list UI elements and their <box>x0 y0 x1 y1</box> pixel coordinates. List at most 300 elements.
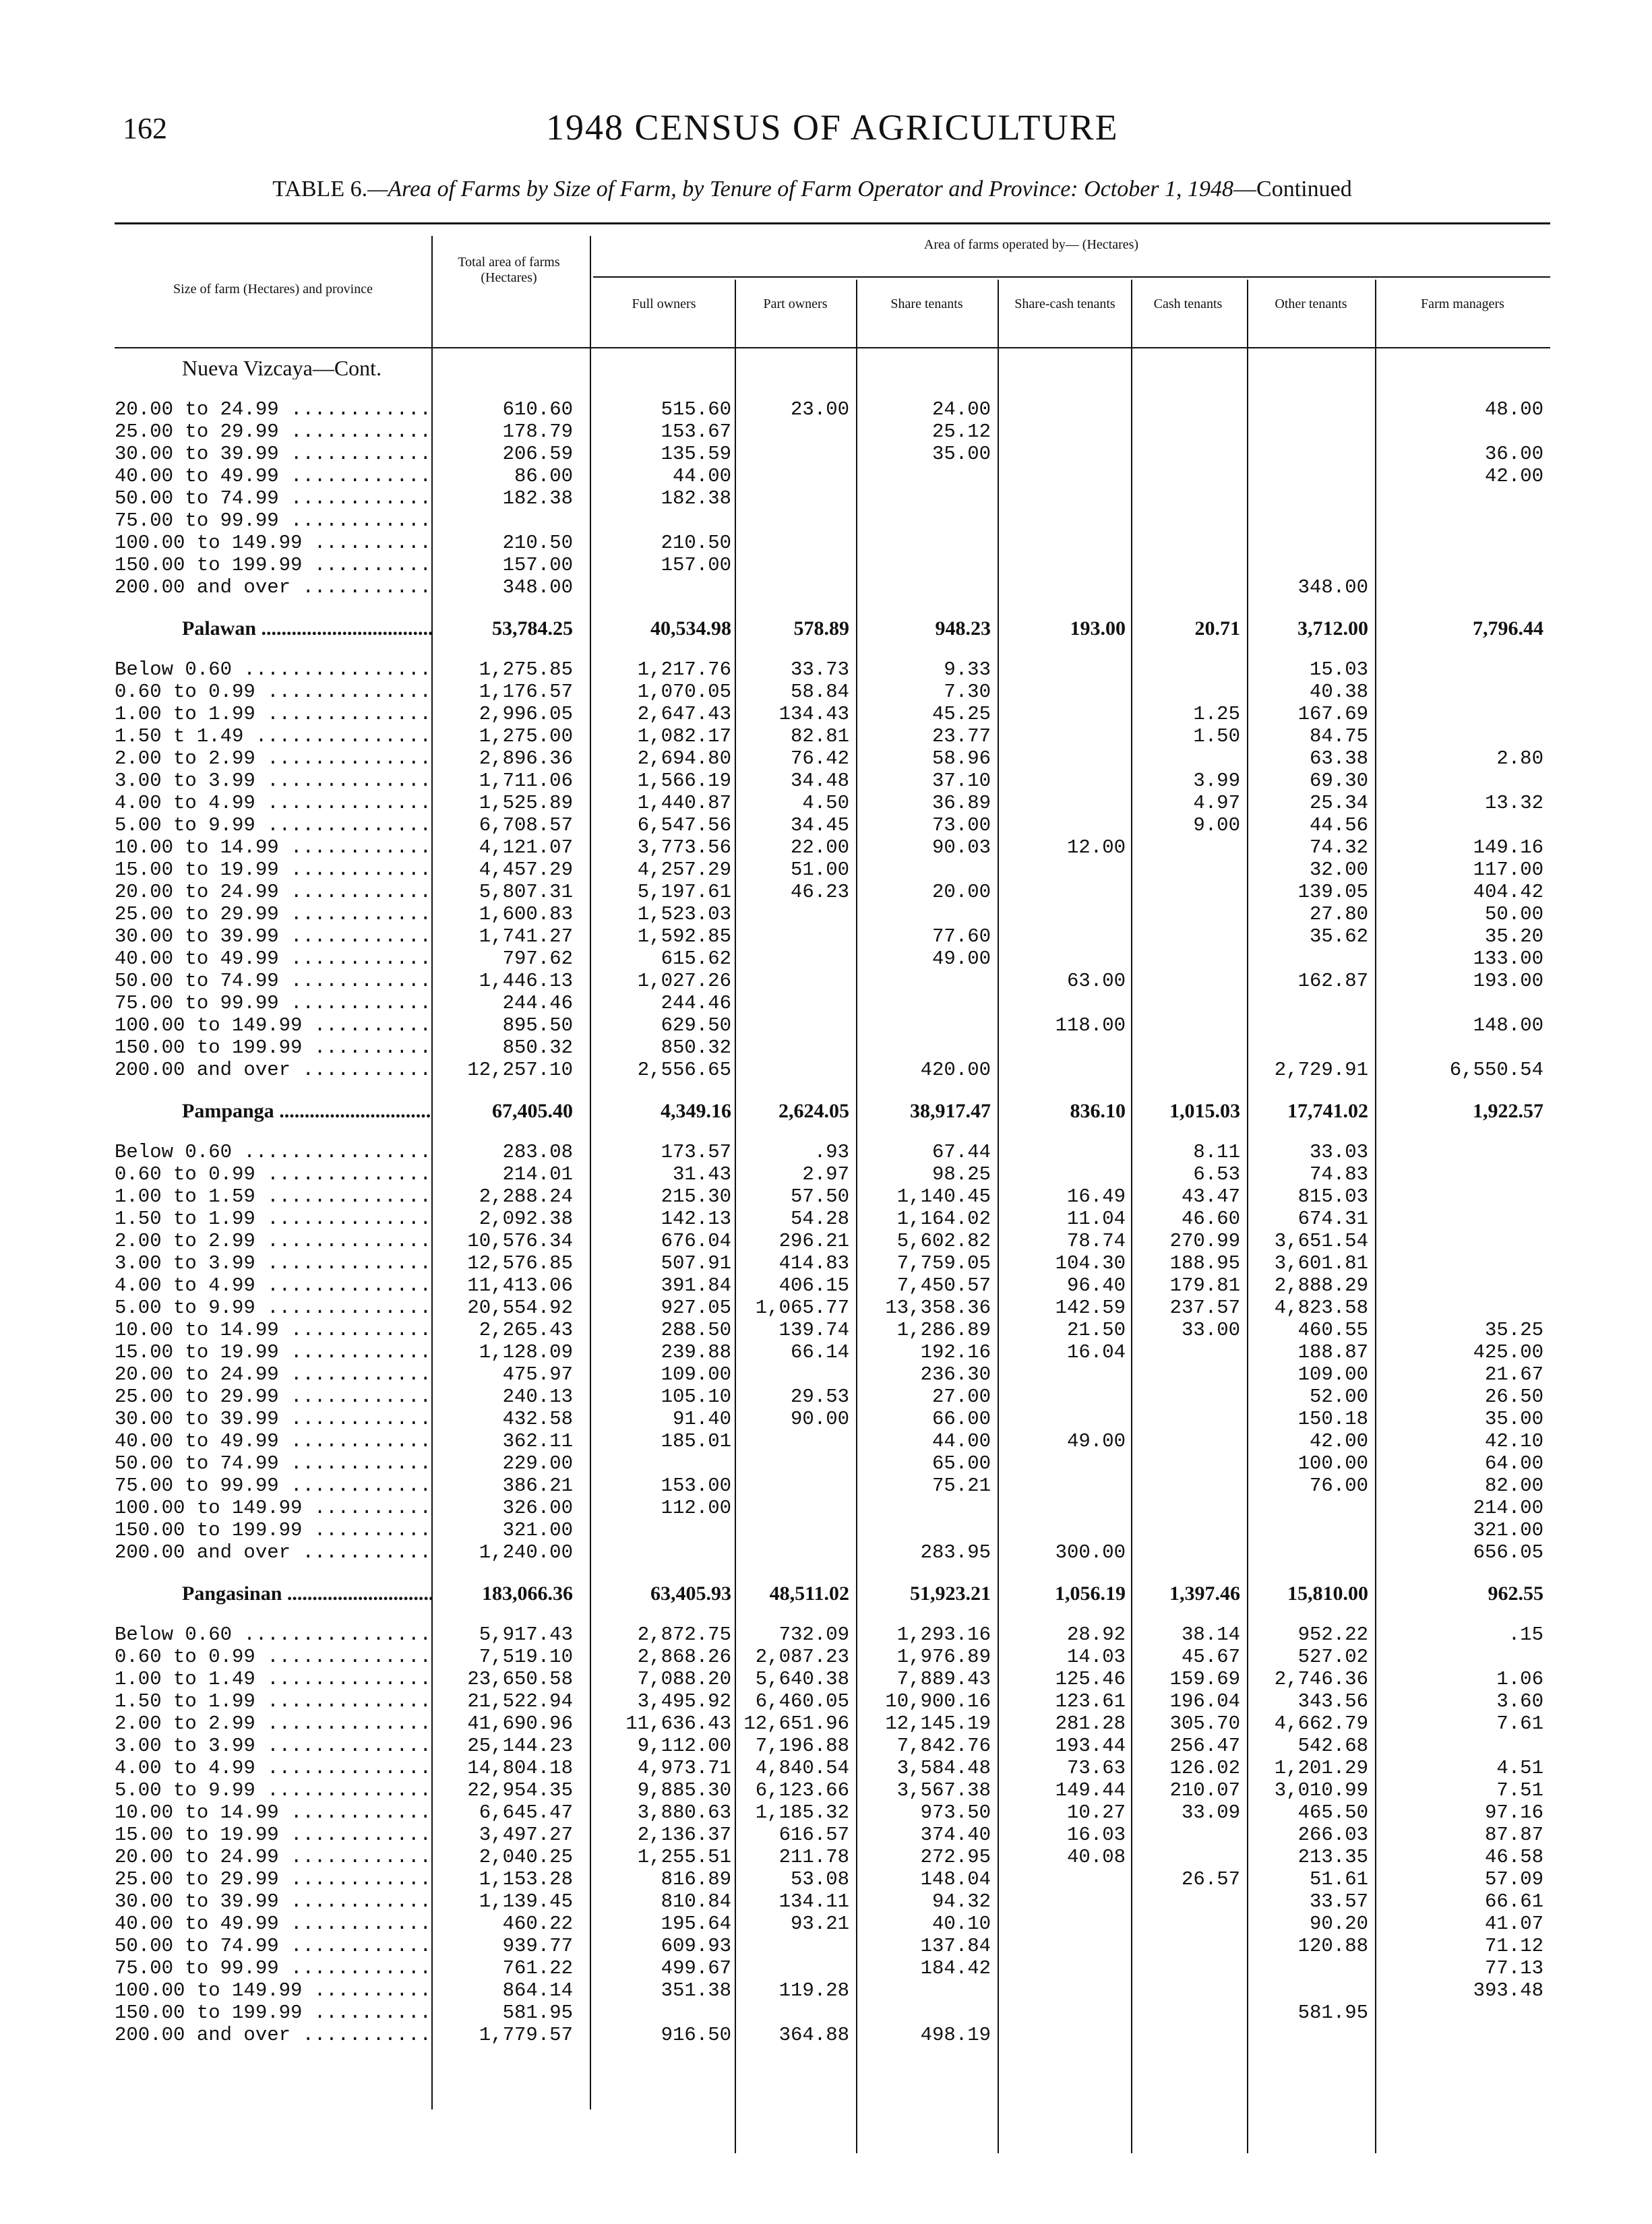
col-header-farm-managers: Farm managers <box>1421 297 1504 311</box>
table-cell: 44.56 <box>1309 814 1368 836</box>
table-row <box>115 1163 1550 1185</box>
row-label: 150.00 to 199.99 ..... <box>115 1037 431 1059</box>
table-cell: 6,550.54 <box>1449 1059 1543 1081</box>
table-cell: 305.70 <box>1169 1712 1240 1735</box>
table-cell: 948.23 <box>935 617 991 640</box>
table-cell: 159.69 <box>1169 1668 1240 1690</box>
table-cell: 193.44 <box>1055 1735 1126 1757</box>
table-cell: 3,880.63 <box>637 1801 731 1824</box>
table-cell: 188.95 <box>1169 1252 1240 1274</box>
table-cell: 53.08 <box>790 1868 849 1890</box>
table-row <box>115 509 1550 532</box>
table-cell: 35.00 <box>931 443 991 465</box>
table-cell: 173.57 <box>661 1141 731 1163</box>
table-cell: 93.21 <box>790 1913 849 1935</box>
table-cell: 33.09 <box>1181 1801 1240 1824</box>
table-cell: 41,690.96 <box>467 1712 573 1735</box>
table-cell: 11,413.06 <box>467 1274 573 1297</box>
table-cell: 581.95 <box>502 2002 573 2024</box>
row-label: 200.00 and over ..... <box>115 576 431 598</box>
row-label: 50.00 to 74.99 ..... <box>115 487 431 509</box>
table-cell: 48,511.02 <box>769 1582 849 1605</box>
table-cell: 51,923.21 <box>910 1582 991 1605</box>
table-cell: 33.57 <box>1309 1890 1368 1913</box>
table-cell: 51.61 <box>1309 1868 1368 1890</box>
row-label: 100.00 to 149.99 ..... <box>115 1979 431 2002</box>
table-cell: 3,651.54 <box>1274 1230 1368 1252</box>
table-cell: 7.61 <box>1496 1712 1543 1735</box>
table-cell: 74.32 <box>1309 836 1368 859</box>
row-label: 30.00 to 39.99 ..... <box>115 1890 431 1913</box>
row-label: 40.00 to 49.99 ..... <box>115 948 431 970</box>
table-cell: 6,708.57 <box>479 814 573 836</box>
table-cell: 815.03 <box>1297 1185 1368 1208</box>
table-row <box>115 681 1550 703</box>
table-cell: 183,066.36 <box>482 1582 573 1605</box>
table-cell: 283.95 <box>920 1541 991 1564</box>
col-header-full-owners: Full owners <box>632 297 696 311</box>
row-label: 75.00 to 99.99 ..... <box>115 992 431 1014</box>
table-cell: 1,070.05 <box>637 681 731 703</box>
table-cell: 4,257.29 <box>637 859 731 881</box>
row-label: 1.50 to 1.99 ..... <box>115 1208 431 1230</box>
table-cell: 58.84 <box>790 681 849 703</box>
row-label: 2.00 to 2.99 ..... <box>115 1712 431 1735</box>
table-cell: 244.46 <box>502 992 573 1014</box>
table-cell: 1,397.46 <box>1169 1582 1240 1605</box>
table-cell: 7,196.88 <box>755 1735 849 1757</box>
table-cell: 17,741.02 <box>1287 1100 1368 1122</box>
row-label: Below 0.60 ..... <box>115 658 431 681</box>
table-cell: 2,556.65 <box>637 1059 731 1081</box>
table-cell: 210.07 <box>1169 1779 1240 1801</box>
table-cell: 761.22 <box>502 1957 573 1979</box>
table-cell: 149.44 <box>1055 1779 1126 1801</box>
table-cell: 527.02 <box>1297 1646 1368 1668</box>
row-label: Below 0.60 ..... <box>115 1624 431 1646</box>
table-cell: 7.51 <box>1496 1779 1543 1801</box>
table-cell: 57.50 <box>790 1185 849 1208</box>
table-cell: 2,136.37 <box>637 1824 731 1846</box>
table-cell: 48.00 <box>1484 398 1543 421</box>
row-label: 100.00 to 149.99 ..... <box>115 532 431 554</box>
table-cell: 24.00 <box>931 398 991 421</box>
row-label: 15.00 to 19.99 ..... <box>115 1824 431 1846</box>
table-cell: 66.00 <box>931 1408 991 1430</box>
table-cell: 1,217.76 <box>637 658 731 681</box>
table-cell: 656.05 <box>1473 1541 1543 1564</box>
table-row <box>115 1868 1550 1890</box>
table-cell: 12,651.96 <box>743 1712 849 1735</box>
table-cell: 952.22 <box>1297 1624 1368 1646</box>
table-cell: 1,741.27 <box>479 925 573 948</box>
table-cell: 109.00 <box>1297 1363 1368 1386</box>
table-row <box>115 1957 1550 1979</box>
row-label: 150.00 to 199.99 ..... <box>115 2002 431 2024</box>
table-cell: 13,358.36 <box>885 1297 991 1319</box>
table-cell: 84.75 <box>1309 725 1368 747</box>
page-number: 162 <box>123 112 167 145</box>
table-cell: 1,140.45 <box>896 1185 991 1208</box>
table-cell: 53,784.25 <box>492 617 573 640</box>
table-cell: 213.35 <box>1297 1846 1368 1868</box>
table-row <box>115 1735 1550 1757</box>
table-cell: 364.88 <box>778 2024 849 2046</box>
table-cell: 3.60 <box>1496 1690 1543 1712</box>
table-cell: 374.40 <box>920 1824 991 1846</box>
table-row <box>115 970 1550 992</box>
table-cell: 11,636.43 <box>625 1712 731 1735</box>
table-cell: 498.19 <box>920 2024 991 2046</box>
table-cell: 65.00 <box>931 1452 991 1475</box>
table-row <box>115 576 1550 598</box>
table-cell: 1,293.16 <box>896 1624 991 1646</box>
table-cell: 167.69 <box>1297 703 1368 725</box>
table-cell: 1,286.89 <box>896 1319 991 1341</box>
table-cell: 4,457.29 <box>479 859 573 881</box>
table-cell: 184.42 <box>920 1957 991 1979</box>
table-cell: 90.03 <box>931 836 991 859</box>
table-cell: 810.84 <box>661 1890 731 1913</box>
table-cell: 1,176.57 <box>479 681 573 703</box>
table-cell: 188.87 <box>1297 1341 1368 1363</box>
table-cell: 109.00 <box>661 1363 731 1386</box>
table-row <box>115 532 1550 554</box>
table-cell: 20,554.92 <box>467 1297 573 1319</box>
table-cell: 460.22 <box>502 1913 573 1935</box>
table-cell: 362.11 <box>502 1430 573 1452</box>
table-cell: 2,868.26 <box>637 1646 731 1668</box>
row-label: 20.00 to 24.99 ..... <box>115 398 431 421</box>
table-cell: 77.60 <box>931 925 991 948</box>
table-cell: 3,010.99 <box>1274 1779 1368 1801</box>
table-cell: 22,954.35 <box>467 1779 573 1801</box>
table-row <box>115 1646 1550 1668</box>
table-cell: 542.68 <box>1297 1735 1368 1757</box>
row-label: 75.00 to 99.99 ..... <box>115 1957 431 1979</box>
row-label: 20.00 to 24.99 ..... <box>115 1363 431 1386</box>
table-cell: 135.59 <box>661 443 731 465</box>
table-cell: 126.02 <box>1169 1757 1240 1779</box>
row-label: 30.00 to 39.99 ..... <box>115 443 431 465</box>
table-cell: 8.11 <box>1193 1141 1240 1163</box>
row-label: 0.60 to 0.99 ..... <box>115 1646 431 1668</box>
table-cell: 12,576.85 <box>467 1252 573 1274</box>
table-row <box>115 1979 1550 2002</box>
table-cell: 13.32 <box>1484 792 1543 814</box>
table-row <box>115 1935 1550 1957</box>
table-cell: 51.00 <box>790 859 849 881</box>
table-cell: 9,885.30 <box>637 1779 731 1801</box>
table-cell: 45.67 <box>1181 1646 1240 1668</box>
row-label: 40.00 to 49.99 ..... <box>115 1913 431 1935</box>
table-cell: 71.12 <box>1484 1935 1543 1957</box>
row-label: 10.00 to 14.99 ..... <box>115 1801 431 1824</box>
row-label: 75.00 to 99.99 ..... <box>115 1475 431 1497</box>
table-cell: 939.77 <box>502 1935 573 1957</box>
table-cell: 214.01 <box>502 1163 573 1185</box>
table-cell: 86.00 <box>514 465 573 487</box>
table-row <box>115 1913 1550 1935</box>
table-row <box>115 421 1550 443</box>
table-row <box>115 487 1550 509</box>
table-row <box>115 465 1550 487</box>
row-label: 200.00 and over ..... <box>115 2024 431 2046</box>
table-cell: 32.00 <box>1309 859 1368 881</box>
running-head: 1948 CENSUS OF AGRICULTURE <box>546 107 1119 148</box>
row-label: 1.50 to 1.99 ..... <box>115 1690 431 1712</box>
table-cell: 69.30 <box>1309 770 1368 792</box>
table-cell: 14.03 <box>1066 1646 1126 1668</box>
table-cell: 35.25 <box>1484 1319 1543 1341</box>
table-cell: 25.34 <box>1309 792 1368 814</box>
table-row <box>115 1408 1550 1430</box>
table-cell: 6,547.56 <box>637 814 731 836</box>
table-cell: 9.33 <box>944 658 991 681</box>
table-cell: 78.74 <box>1066 1230 1126 1252</box>
table-row <box>115 1037 1550 1059</box>
table-cell: 192.16 <box>920 1341 991 1363</box>
row-label: 3.00 to 3.99 ..... <box>115 1735 431 1757</box>
col-header-share-cash-tenants: Share-cash tenants <box>1014 297 1115 311</box>
row-label: 30.00 to 39.99 ..... <box>115 925 431 948</box>
table-cell: 10,576.34 <box>467 1230 573 1252</box>
row-label: 10.00 to 14.99 ..... <box>115 836 431 859</box>
table-cell: 266.03 <box>1297 1824 1368 1846</box>
table-cell: 6,645.47 <box>479 1801 573 1824</box>
table-cell: 1,976.89 <box>896 1646 991 1668</box>
table-cell: 2,996.05 <box>479 703 573 725</box>
table-cell: 2,746.36 <box>1274 1668 1368 1690</box>
row-label: 5.00 to 9.99 ..... <box>115 814 431 836</box>
province-total-row <box>115 1100 1550 1122</box>
table-cell: 1,523.03 <box>637 903 731 925</box>
table-cell: 1,922.57 <box>1473 1100 1543 1122</box>
header-bottom-rule <box>115 347 1550 348</box>
row-gap <box>115 1081 1550 1100</box>
table-cell: 195.64 <box>661 1913 731 1935</box>
table-row <box>115 1690 1550 1712</box>
table-cell: 1.06 <box>1496 1668 1543 1690</box>
table-cell: 1,255.51 <box>637 1846 731 1868</box>
table-row <box>115 2024 1550 2046</box>
table-cell: 75.21 <box>931 1475 991 1497</box>
table-cell: 425.00 <box>1473 1341 1543 1363</box>
group-header: Area of farms operated by— (Hectares) <box>923 237 1139 252</box>
table-cell: 1,275.00 <box>479 725 573 747</box>
row-label: 4.00 to 4.99 ..... <box>115 1757 431 1779</box>
table-cell: 2,888.29 <box>1274 1274 1368 1297</box>
row-label: 150.00 to 199.99 ..... <box>115 554 431 576</box>
table-cell: 35.62 <box>1309 925 1368 948</box>
table-cell: 1,164.02 <box>896 1208 991 1230</box>
col-header-cash-tenants: Cash tenants <box>1153 297 1223 311</box>
table-row <box>115 1297 1550 1319</box>
table-cell: 33.00 <box>1181 1319 1240 1341</box>
table-cell: 27.00 <box>931 1386 991 1408</box>
table-cell: 386.21 <box>502 1475 573 1497</box>
table-row <box>115 2002 1550 2024</box>
table-cell: 67.44 <box>931 1141 991 1163</box>
table-cell: 63,405.93 <box>650 1582 731 1605</box>
table-row <box>115 1475 1550 1497</box>
table-cell: 196.04 <box>1169 1690 1240 1712</box>
table-row <box>115 658 1550 681</box>
table-cell: 1,440.87 <box>637 792 731 814</box>
row-label: 4.00 to 4.99 ..... <box>115 1274 431 1297</box>
table-cell: 4,973.71 <box>637 1757 731 1779</box>
table-cell: 393.48 <box>1473 1979 1543 2002</box>
table-cell: 49.00 <box>1066 1430 1126 1452</box>
table-cell: 2,265.43 <box>479 1319 573 1341</box>
table-cell: 1,027.26 <box>637 970 731 992</box>
row-label: 1.00 to 1.59 ..... <box>115 1185 431 1208</box>
col-header-share-tenants: Share tenants <box>890 297 963 311</box>
table-cell: 1,056.19 <box>1055 1582 1126 1605</box>
table-row <box>115 1185 1550 1208</box>
table-cell: 499.67 <box>661 1957 731 1979</box>
table-cell: 64.00 <box>1484 1452 1543 1475</box>
table-cell: 45.25 <box>931 703 991 725</box>
table-cell: 100.00 <box>1297 1452 1368 1475</box>
table-cell: 2,624.05 <box>778 1100 849 1122</box>
table-cell: 420.00 <box>920 1059 991 1081</box>
table-cell: 404.42 <box>1473 881 1543 903</box>
table-cell: 10.27 <box>1066 1801 1126 1824</box>
table-cell: 288.50 <box>661 1319 731 1341</box>
table-cell: 237.57 <box>1169 1297 1240 1319</box>
table-cell: 12.00 <box>1066 836 1126 859</box>
row-gap <box>115 640 1550 658</box>
table-row <box>115 1252 1550 1274</box>
table-cell: 973.50 <box>920 1801 991 1824</box>
table-cell: 90.00 <box>790 1408 849 1430</box>
province-total-row <box>115 617 1550 640</box>
table-cell: 157.00 <box>502 554 573 576</box>
table-cell: 3,712.00 <box>1297 617 1368 640</box>
table-row <box>115 1846 1550 1868</box>
table-cell: 134.11 <box>778 1890 849 1913</box>
row-label: 50.00 to 74.99 ..... <box>115 1935 431 1957</box>
table-cell: 4.51 <box>1496 1757 1543 1779</box>
table-cell: 300.00 <box>1055 1541 1126 1564</box>
table-cell: 1,275.85 <box>479 658 573 681</box>
table-row <box>115 1059 1550 1081</box>
table-row <box>115 1824 1550 1846</box>
table-cell: 240.13 <box>502 1386 573 1408</box>
table-cell: 4,662.79 <box>1274 1712 1368 1735</box>
table-cell: 2,288.24 <box>479 1185 573 1208</box>
table-cell: 272.95 <box>920 1846 991 1868</box>
table-cell: 4,840.54 <box>755 1757 849 1779</box>
table-cell: 1,779.57 <box>479 2024 573 2046</box>
row-label: 15.00 to 19.99 ..... <box>115 859 431 881</box>
row-label: 1.50 t 1.49 ..... <box>115 725 431 747</box>
table-row <box>115 992 1550 1014</box>
table-cell: 321.00 <box>1473 1519 1543 1541</box>
province-continued-row <box>115 357 1550 379</box>
table-row <box>115 703 1550 725</box>
table-cell: 5,197.61 <box>637 881 731 903</box>
table-cell: 507.91 <box>661 1252 731 1274</box>
table-cell: 31.43 <box>672 1163 731 1185</box>
table-row <box>115 1712 1550 1735</box>
table-cell: 215.30 <box>661 1185 731 1208</box>
table-cell: 142.13 <box>661 1208 731 1230</box>
table-cell: 326.00 <box>502 1497 573 1519</box>
table-cell: 26.57 <box>1181 1868 1240 1890</box>
row-label: 25.00 to 29.99 ..... <box>115 1386 431 1408</box>
table-cell: 54.28 <box>790 1208 849 1230</box>
table-cell: 25,144.23 <box>467 1735 573 1757</box>
table-cell: 1,592.85 <box>637 925 731 948</box>
table-row <box>115 1757 1550 1779</box>
table-cell: 178.79 <box>502 421 573 443</box>
table-cell: 12,145.19 <box>885 1712 991 1735</box>
table-cell: 270.99 <box>1169 1230 1240 1252</box>
province-total-row <box>115 1582 1550 1605</box>
table-cell: 15,810.00 <box>1287 1582 1368 1605</box>
table-row <box>115 1452 1550 1475</box>
table-cell: 120.88 <box>1297 1935 1368 1957</box>
table-cell: 816.89 <box>661 1868 731 1890</box>
row-label: 200.00 and over ..... <box>115 1059 431 1081</box>
row-label: 25.00 to 29.99 ..... <box>115 1868 431 1890</box>
table-cell: 82.81 <box>790 725 849 747</box>
table-cell: 40.08 <box>1066 1846 1126 1868</box>
table-cell: 5,807.31 <box>479 881 573 903</box>
table-cell: 182.38 <box>502 487 573 509</box>
row-label: 20.00 to 24.99 ..... <box>115 881 431 903</box>
table-cell: 38.14 <box>1181 1624 1240 1646</box>
table-row <box>115 925 1550 948</box>
caption-lead: TABLE 6. <box>272 177 368 202</box>
table-cell: 7,796.44 <box>1473 617 1543 640</box>
row-label: 5.00 to 9.99 ..... <box>115 1779 431 1801</box>
table-cell: 91.40 <box>672 1408 731 1430</box>
table-cell: 193.00 <box>1473 970 1543 992</box>
row-label: 100.00 to 149.99 ..... <box>115 1497 431 1519</box>
table-cell: 77.13 <box>1484 1957 1543 1979</box>
row-label: 25.00 to 29.99 ..... <box>115 903 431 925</box>
table-cell: 63.38 <box>1309 747 1368 770</box>
row-label: 3.00 to 3.99 ..... <box>115 1252 431 1274</box>
table-row <box>115 1519 1550 1541</box>
table-cell: 44.00 <box>672 465 731 487</box>
row-label: 100.00 to 149.99 ..... <box>115 1014 431 1037</box>
table-row <box>115 443 1550 465</box>
row-label: 5.00 to 9.99 ..... <box>115 1297 431 1319</box>
table-row <box>115 1801 1550 1824</box>
table-cell: 150.18 <box>1297 1408 1368 1430</box>
table-cell: 629.50 <box>661 1014 731 1037</box>
table-row <box>115 1341 1550 1363</box>
table-cell: 12,257.10 <box>467 1059 573 1081</box>
table-cell: 16.49 <box>1066 1185 1126 1208</box>
table-cell: 76.00 <box>1309 1475 1368 1497</box>
table-cell: 63.00 <box>1066 970 1126 992</box>
table-cell: 157.00 <box>661 554 731 576</box>
table-cell: 66.61 <box>1484 1890 1543 1913</box>
row-label: 20.00 to 24.99 ..... <box>115 1846 431 1868</box>
table-cell: 153.67 <box>661 421 731 443</box>
table-cell: 236.30 <box>920 1363 991 1386</box>
table-cell: 3.99 <box>1193 770 1240 792</box>
table-cell: 2,087.23 <box>755 1646 849 1668</box>
table-row <box>115 1274 1550 1297</box>
table-cell: 50.00 <box>1484 903 1543 925</box>
table-cell: 162.87 <box>1297 970 1368 992</box>
